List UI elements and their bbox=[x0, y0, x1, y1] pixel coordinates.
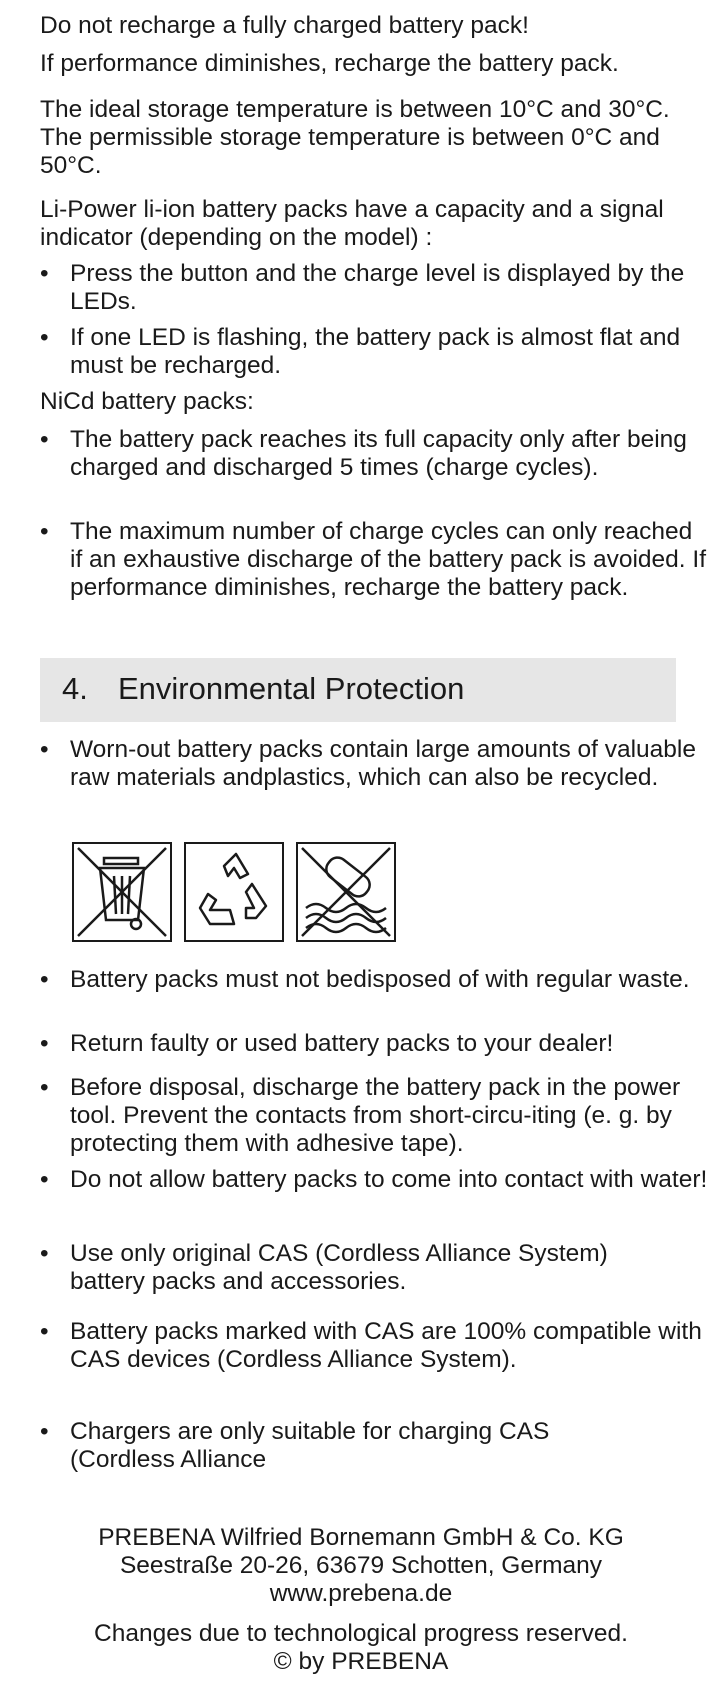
list-item-text: Battery packs must not bedisposed of with regular waste. bbox=[70, 966, 690, 993]
copyright-notice: © by PREBENA bbox=[273, 1648, 449, 1675]
list-item-text: If one LED is flashing, the battery pack is almost flat and must be recharged. bbox=[70, 324, 681, 379]
bullet-symbol: • bbox=[40, 324, 49, 351]
warning-line: Do not recharge a fully charged battery pack! bbox=[40, 12, 529, 39]
section-title: Environmental Protection bbox=[118, 671, 465, 706]
list-item-text: Before disposal, discharge the battery pack in the power tool. Prevent the contacts from short-circu-iting (e. g. by protecting them with adhesive tape). bbox=[70, 1074, 681, 1157]
bullet-symbol: • bbox=[40, 1318, 49, 1345]
changes-notice: Changes due to technological progress reserved. bbox=[94, 1620, 628, 1647]
list-item-text: Battery packs marked with CAS are 100% compatible with CAS devices (Cordless Alliance System). bbox=[70, 1318, 702, 1373]
disposal-symbols bbox=[72, 842, 412, 946]
list-item-text: Return faulty or used battery packs to your dealer! bbox=[70, 1030, 614, 1057]
section-heading bbox=[40, 658, 676, 722]
list-item-text: Press the button and the charge level is displayed by the LEDs. bbox=[70, 260, 685, 315]
bullet-symbol: • bbox=[40, 736, 49, 763]
list-item-text: Use only original CAS (Cordless Alliance System) battery packs and accessories. bbox=[70, 1240, 608, 1295]
lipower-paragraph: Li-Power li-ion battery packs have a capacity and a signal indicator (depending on the model) : bbox=[40, 196, 664, 251]
nicd-heading: NiCd battery packs: bbox=[40, 388, 254, 415]
bullet-symbol: • bbox=[40, 518, 49, 545]
bullet-symbol: • bbox=[40, 1074, 49, 1101]
list-item-text: The battery pack reaches its full capacity only after being charged and discharged 5 times (charge cycles). bbox=[70, 426, 687, 481]
list-item-text: Do not allow battery packs to come into contact with water! bbox=[70, 1166, 708, 1193]
no-water-icon bbox=[296, 842, 396, 942]
bullet-symbol: • bbox=[40, 1240, 49, 1267]
list-item-text: Chargers are only suitable for charging CAS (Cordless Alliance bbox=[70, 1418, 550, 1473]
company-address: Seestraße 20-26, 63679 Schotten, Germany bbox=[119, 1552, 603, 1579]
recycle-icon bbox=[184, 842, 284, 942]
list-item-text: The maximum number of charge cycles can only reached if an exhaustive discharge of the battery pack is avoided. If performance diminishes, recharge the battery pack. bbox=[70, 518, 707, 601]
website-link[interactable]: www.prebena.de bbox=[269, 1580, 453, 1607]
bullet-symbol: • bbox=[40, 1030, 49, 1057]
storage-paragraph: The ideal storage temperature is between 10°C and 30°C. The permissible storage temperature is between 0°C and 50°C. bbox=[40, 96, 670, 179]
bullet-symbol: • bbox=[40, 426, 49, 453]
list-item-text: Worn-out battery packs contain large amounts of valuable raw materials andplastics, which can also be recycled. bbox=[70, 736, 697, 791]
bullet-symbol: • bbox=[40, 966, 49, 993]
bullet-symbol: • bbox=[40, 260, 49, 287]
bullet-symbol: • bbox=[40, 1166, 49, 1193]
company-name: PREBENA Wilfried Bornemann GmbH & Co. KG bbox=[98, 1524, 624, 1551]
bullet-symbol: • bbox=[40, 1418, 49, 1445]
performance-line: If performance diminishes, recharge the battery pack. bbox=[40, 50, 619, 77]
crossed-out-bin-icon bbox=[72, 842, 172, 942]
section-number: 4. bbox=[62, 671, 88, 706]
